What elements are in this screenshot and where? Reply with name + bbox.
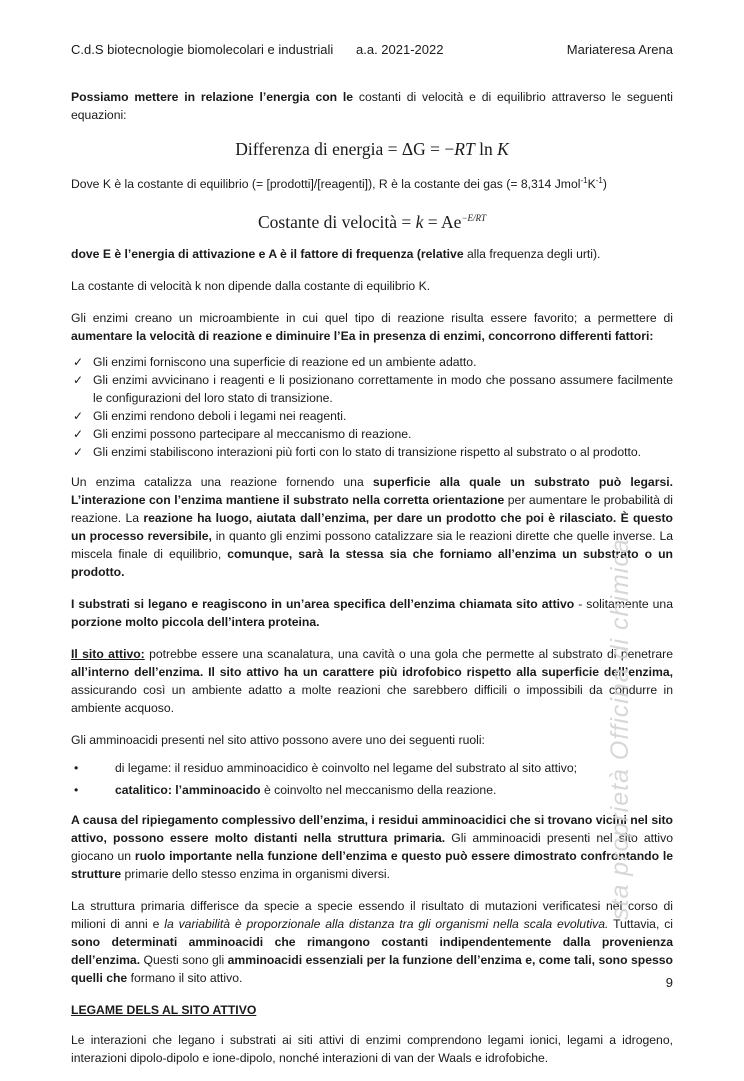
header-author: Mariateresa Arena (566, 42, 673, 57)
folding-bold-b: ruolo importante nella funzione dell’enzima e questo può essere dimostrato confrontando le strutture (71, 848, 674, 881)
constants-k-unit: K (587, 177, 596, 192)
paragraph-folding (71, 811, 673, 883)
eq2-label: Costante di velocità = (257, 211, 416, 232)
catalysis-text-a: Un enzima catalizza una reazione fornendo una (71, 474, 373, 489)
paragraph-rate-constant: La costante di velocità k non dipende dalla costante di equilibrio K. (71, 278, 431, 293)
roles-list (71, 759, 673, 799)
superscript: -1 (595, 176, 603, 185)
eq1-ln: ln (474, 139, 498, 159)
paragraph-intro (71, 88, 673, 124)
microenv-text: Gli enzimi creano un microambiente in cui quel tipo di reazione risulta essere favorito; a permettere di (71, 310, 673, 325)
section-heading (71, 1001, 673, 1019)
primary-bold-b: amminoacidi essenziali per la funzione dell’enzima e, come tali, sono spesso quelli che (71, 952, 674, 985)
header-year: a.a. 2021-2022 (356, 42, 444, 57)
folding-bold-a: A causa del ripiegamento complessivo dell’enzima, i residui amminoacidici che si trovano vicini nel sito attivo, possono essere molto distanti nella struttura primaria. (71, 812, 673, 845)
activation-text: alla frequenza degli urti). (463, 246, 601, 261)
paragraph-active-site (71, 645, 673, 717)
eq1-delta-g: ΔG (401, 139, 426, 159)
watermark: sta proprietà Officina di chimica (606, 538, 634, 920)
primary-text-c: Questi sono gli (140, 952, 228, 967)
check-icon: ✓ (73, 372, 84, 387)
paragraph-interactions: Le interazioni che legano i substrati ai siti attivi di enzimi comprendono legami ionici, legami a idrogeno, interazioni dipolo-dipolo e ione-dipolo, nonché interazioni di van der Waals e idrofobiche. (71, 1032, 673, 1065)
substrates-bold-b: porzione molto piccola dell’intera proteina. (71, 614, 320, 629)
active-site-text-b: assicurando così un ambiente adatto a molte reazioni che sarebbero difficili o impossibili da condurre in ambiente acquoso. (71, 682, 673, 715)
page-body (71, 88, 673, 1081)
list-item-text: Gli enzimi stabiliscono interazioni più forti con lo stato di transizione rispetto al substrato o al prodotto. (93, 444, 642, 459)
folding-text-a: Gli amminoacidi presenti nel sito attivo giocano un (71, 830, 673, 863)
role-bold: catalitico: l’amminoacido (115, 782, 261, 797)
list-item (71, 425, 673, 443)
check-icon: ✓ (73, 408, 84, 423)
catalysis-bold-c: comunque, sarà la stessa sia che forniamo all’enzima un substrato o un prodotto. (71, 546, 673, 579)
paragraph-catalysis (71, 473, 673, 581)
intro-text: costanti di velocità e di equilibrio attraverso le seguenti equazioni: (71, 90, 673, 122)
equation-energy (71, 138, 673, 160)
check-icon: ✓ (73, 426, 84, 441)
catalysis-bold-b: reazione ha luogo, aiutata dall’enzima, per dare un prodotto che poi è rilasciato. È questo un processo reversibile, (71, 510, 673, 543)
eq2-exponent: −E/RT (461, 213, 487, 224)
list-item-text: Gli enzimi forniscono una superficie di reazione ed un ambiente adatto. (93, 354, 477, 369)
paragraph-microenvironment (71, 309, 673, 345)
activation-bold: dove E è l’energia di attivazione e A è il fattore di frequenza (relative (71, 246, 464, 261)
eq2-k: k (415, 211, 424, 232)
paragraph-roles: Gli amminoacidi presenti nel sito attivo possono avere uno dei seguenti ruoli: (71, 732, 485, 747)
eq2-a: A (441, 211, 454, 232)
paragraph-substrates (71, 595, 673, 631)
list-item (71, 371, 673, 407)
substrates-bold-a: I substrati si legano e reagiscono in un’area specifica dell’enzima chiamata sito attivo (71, 596, 575, 611)
constants-close: ) (602, 177, 607, 192)
equation-rate (71, 207, 673, 233)
list-item (71, 407, 673, 425)
list-item (71, 759, 673, 777)
eq2-e: e (453, 211, 462, 232)
primary-text-d: formano il sito attivo. (127, 970, 243, 985)
primary-italic: la variabilità è proporzionale alla distanza tra gli organismi nella scala evolutiva. (164, 916, 609, 931)
eq1-equals: = − (425, 139, 455, 159)
catalysis-text-c: in quanto gli enzimi possono catalizzare sia le reazioni dirette che quelle inverse. La miscela finale di equilibrio, (71, 528, 674, 561)
list-item-text: Gli enzimi avvicinano i reagenti e li posizionano correttamente in modo che possano assumere facilmente le configurazioni del loro stato di transizione. (93, 372, 673, 405)
list-item-text: Gli enzimi rendono deboli i legami nei reagenti. (93, 408, 347, 423)
paragraph-constants (71, 172, 673, 193)
eq1-k: K (497, 139, 509, 159)
eq1-rt: RT (454, 139, 475, 159)
page-number: 9 (665, 975, 673, 990)
factors-checklist (71, 353, 673, 461)
bullet-icon: • (74, 760, 79, 775)
superscript: -1 (580, 176, 588, 185)
list-item (71, 781, 673, 799)
active-site-title: Il sito attivo: (71, 646, 145, 661)
page-header (71, 42, 673, 60)
section-title: LEGAME DELS AL SITO ATTIVO (71, 1002, 257, 1017)
intro-bold: Possiamo mettere in relazione l’energia con le (71, 90, 354, 104)
role-text: è coinvolto nel meccanismo della reazione. (260, 782, 497, 797)
primary-text-a: La struttura primaria differisce da specie a specie essendo il risultato di mutazioni verificatesi nel corso di milioni di anni e (71, 898, 673, 931)
eq2-equals: = (423, 211, 442, 232)
folding-text-b: primarie dello stesso enzima in organismi diversi. (121, 866, 391, 881)
catalysis-bold-a: superficie alla quale un substrato può legarsi. L’interazione con l’enzima mantiene il substrato nella corretta orientazione (71, 474, 673, 507)
active-site-text-a: potrebbe essere una scanalatura, una cavità o una gola che permette al substrato di penetrare (144, 646, 673, 661)
check-icon: ✓ (73, 444, 84, 459)
eq1-label: Differenza di energia = (235, 139, 402, 159)
active-site-bold: all’interno dell’enzima. Il sito attivo ha un carattere più idrofobico rispetto alla superficie dell’enzima, (71, 664, 673, 679)
primary-bold-a: sono determinati amminoacidi che rimangono costanti indipendentemente dalla provenienza dell’enzima. (71, 934, 673, 967)
list-item (71, 353, 673, 371)
substrates-text: - solitamente una (574, 596, 673, 611)
microenv-bold: aumentare la velocità di reazione e diminuire l’Ea in presenza di enzimi, concorrono differenti fattori: (71, 328, 654, 343)
role-text: di legame: il residuo amminoacidico è coinvolto nel legame del substrato al sito attivo; (115, 760, 578, 775)
check-icon: ✓ (73, 354, 84, 369)
catalysis-text-b: per aumentare le probabilità di reazione. La (71, 492, 673, 525)
paragraph-activation (71, 245, 673, 263)
bullet-icon: • (74, 782, 79, 797)
list-item-text: Gli enzimi possono partecipare al meccanismo di reazione. (93, 426, 412, 441)
paragraph-primary-structure (71, 897, 673, 987)
list-item (71, 443, 673, 461)
header-course: C.d.S biotecnologie biomolecolari e industriali (71, 42, 334, 57)
constants-text: Dove K è la costante di equilibrio (= [prodotti]/[reagenti]), R è la costante dei gas (= 8,314 Jmol (71, 177, 581, 192)
primary-text-b: Tuttavia, ci (608, 916, 673, 931)
